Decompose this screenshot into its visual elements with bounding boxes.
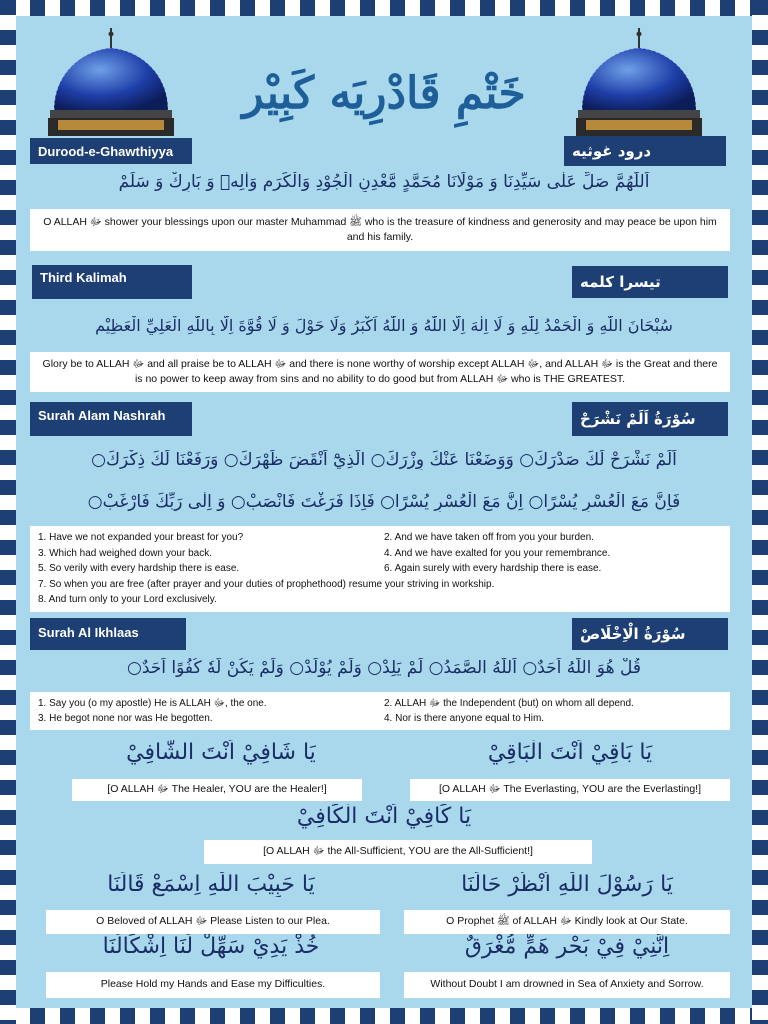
- invocation-baqi-arabic: يَا بَاقِيْ اَنْتَ الْبَاقِيْ: [487, 740, 653, 765]
- verse: 2. ALLAH ﷻ the Independent (but) on whom all depend.: [384, 698, 634, 709]
- verse: 3. Which had weighed down your back.: [38, 547, 212, 559]
- section-label-ikhlaas-arabic: سُوْرَةُ الْاِخْلَاصْ: [572, 618, 728, 650]
- content-area: [16, 16, 752, 1008]
- ikhlaas-arabic: قُلْ هُوَ اللّٰهُ اَحَدٌ○ اَللّٰهُ الصَّمَدُ○ لَمْ يَلِدْ○ وَلَمْ يُوْلَدْ○ وَلَمْ يَكُنْ لَّهٗ كُفُوًا اَحَدٌ○: [127, 658, 641, 678]
- verse: 8. And turn only to your Lord exclusively.: [38, 594, 217, 606]
- verse: 2. And we have taken off from you your burden.: [384, 532, 594, 543]
- invocation-kafi-arabic: يَا كَافِيْ اَنْتَ الْكَافِيْ: [296, 804, 472, 829]
- border-left: [0, 0, 16, 1024]
- section-label-nashrah: Surah Alam Nashrah: [30, 402, 192, 436]
- invocation-habib-arabic: يَا حَبِيْبَ اللّٰهِ اِسْمَعْ قَالَنَا: [107, 872, 315, 897]
- invocation-kafi-translation: [O ALLAH ﷻ the All-Sufficient, YOU are the All-Sufficient!]: [204, 840, 592, 864]
- nashrah-arabic-line-2: فَاِنَّ مَعَ الْعُسْرِ يُسْرًا○ اِنَّ مَعَ الْعُسْرِ يُسْرًا○ فَاِذَا فَرَغْتَ فَانْصَبْ○ وَ اِلٰى رَبِّكَ فَارْغَبْ○: [87, 492, 681, 512]
- invocation-rasool-translation: O Prophet ﷺ of ALLAH ﷻ Kindly look at Our State.: [404, 910, 730, 934]
- border-bottom: [0, 1008, 768, 1024]
- ikhlaas-translation: [30, 692, 730, 730]
- invocation-baqi-translation: [O ALLAH ﷻ The Everlasting, YOU are the Everlasting!]: [410, 779, 730, 801]
- section-label-nashrah-arabic: سُوْرَةُ اَلَمْ نَشْرَحْ: [572, 402, 728, 436]
- section-label-kalimah: Third Kalimah: [32, 265, 192, 299]
- verse: 1. Have we not expanded your breast for you?: [38, 532, 244, 543]
- invocation-rasool-arabic: يَا رَسُوْلَ اللّٰهِ اُنْظُرْ حَالَنَا: [461, 872, 673, 897]
- mosque-dome-icon: [48, 28, 174, 138]
- verse: 5. So verily with every hardship there is ease.: [38, 563, 240, 575]
- section-label-durood: Durood-e-Ghawthiyya: [30, 138, 192, 164]
- invocation-inni-arabic: اِنَّنِيْ فِيْ بَحْرِ هَمٍّ مُّغْرَقٌ: [464, 934, 670, 959]
- section-label-durood-urdu: درود غوثيه: [564, 136, 726, 166]
- invocation-khudh-translation: Please Hold my Hands and Ease my Difficulties.: [46, 972, 380, 998]
- page-title: خَتْمِ قَادْرِيَه كَبِيْر: [242, 68, 526, 119]
- invocation-shafi-translation: [O ALLAH ﷻ The Healer, YOU are the Healer!]: [72, 779, 362, 801]
- section-label-ikhlaas: Surah Al Ikhlaas: [30, 618, 186, 650]
- kalimah-translation: Glory be to ALLAH ﷻ and all praise be to ALLAH ﷻ and there is none worthy of worship except ALLAH ﷻ, and ALLAH ﷻ is the Great and there is no power to keep away from sins and no ability to do good but from ALLAH ﷻ who is THE GREATEST.: [30, 352, 730, 392]
- invocation-habib-translation: O Beloved of ALLAH ﷻ Please Listen to our Plea.: [46, 910, 380, 934]
- nashrah-translation: [30, 526, 730, 612]
- verse: 6. Again surely with every hardship there is ease.: [384, 563, 602, 575]
- nashrah-arabic-line-1: اَلَمْ نَشْرَحْ لَكَ صَدْرَكَ○ وَوَضَعْنَا عَنْكَ وِزْرَكَ○ الَّذِيْٓ اَنْقَضَ ظَهْرَكَ○ وَرَفَعْنَا لَكَ ذِكْرَكَ○: [91, 450, 677, 470]
- verse: 3. He begot none nor was He begotten.: [38, 713, 213, 724]
- invocation-shafi-arabic: يَا شَافِيْ اَنْتَ الشَّافِيْ: [126, 740, 316, 765]
- kalimah-arabic: سُبْحَانَ اللّٰهِ وَ الْحَمْدُ لِلّٰهِ وَ لَا اِلٰهَ اِلَّا اللّٰهُ وَ اللّٰهُ اَكْبَرُ وَلَا حَوْلَ وَ لَا قُوَّةَ اِلَّا بِاللّٰهِ الْعَلِيِّ الْعَظِيْمِ: [95, 316, 673, 335]
- verse: 4. And we have exalted for you your remembrance.: [384, 547, 611, 559]
- invocation-inni-translation: Without Doubt I am drowned in Sea of Anxiety and Sorrow.: [404, 972, 730, 998]
- durood-arabic: اَللّٰهُمَّ صَلِّ عَلٰى سَيِّدِنَا وَ مَوْلَانَا مُحَمَّدٍ مَّعْدِنِ الْجُوْدِ وَالْكَرَمِ وَاٰلِهٖ وَ بَارِكْ وَ سَلِّمْ: [118, 172, 650, 192]
- border-top: [0, 0, 768, 16]
- verse: 1. Say you (o my apostle) He is ALLAH ﷻ, the one.: [38, 698, 267, 709]
- verse: 7. So when you are free (after prayer and your duties of prophethood) resume your striving in workship.: [38, 578, 495, 590]
- verse: 4. Nor is there anyone equal to Him.: [384, 713, 545, 724]
- durood-translation: O ALLAH ﷻ shower your blessings upon our master Muhammad ﷺ who is the treasure of kindness and generosity and may peace be upon him and his family.: [30, 209, 730, 251]
- section-label-kalimah-urdu: تيسرا كلمه: [572, 266, 728, 298]
- mosque-dome-icon: [576, 28, 702, 138]
- invocation-khudh-arabic: خُذْ يَدِيْ سَهِّلْ لَنَا اِشْكَالَنَا: [102, 934, 320, 959]
- border-right: [752, 0, 768, 1024]
